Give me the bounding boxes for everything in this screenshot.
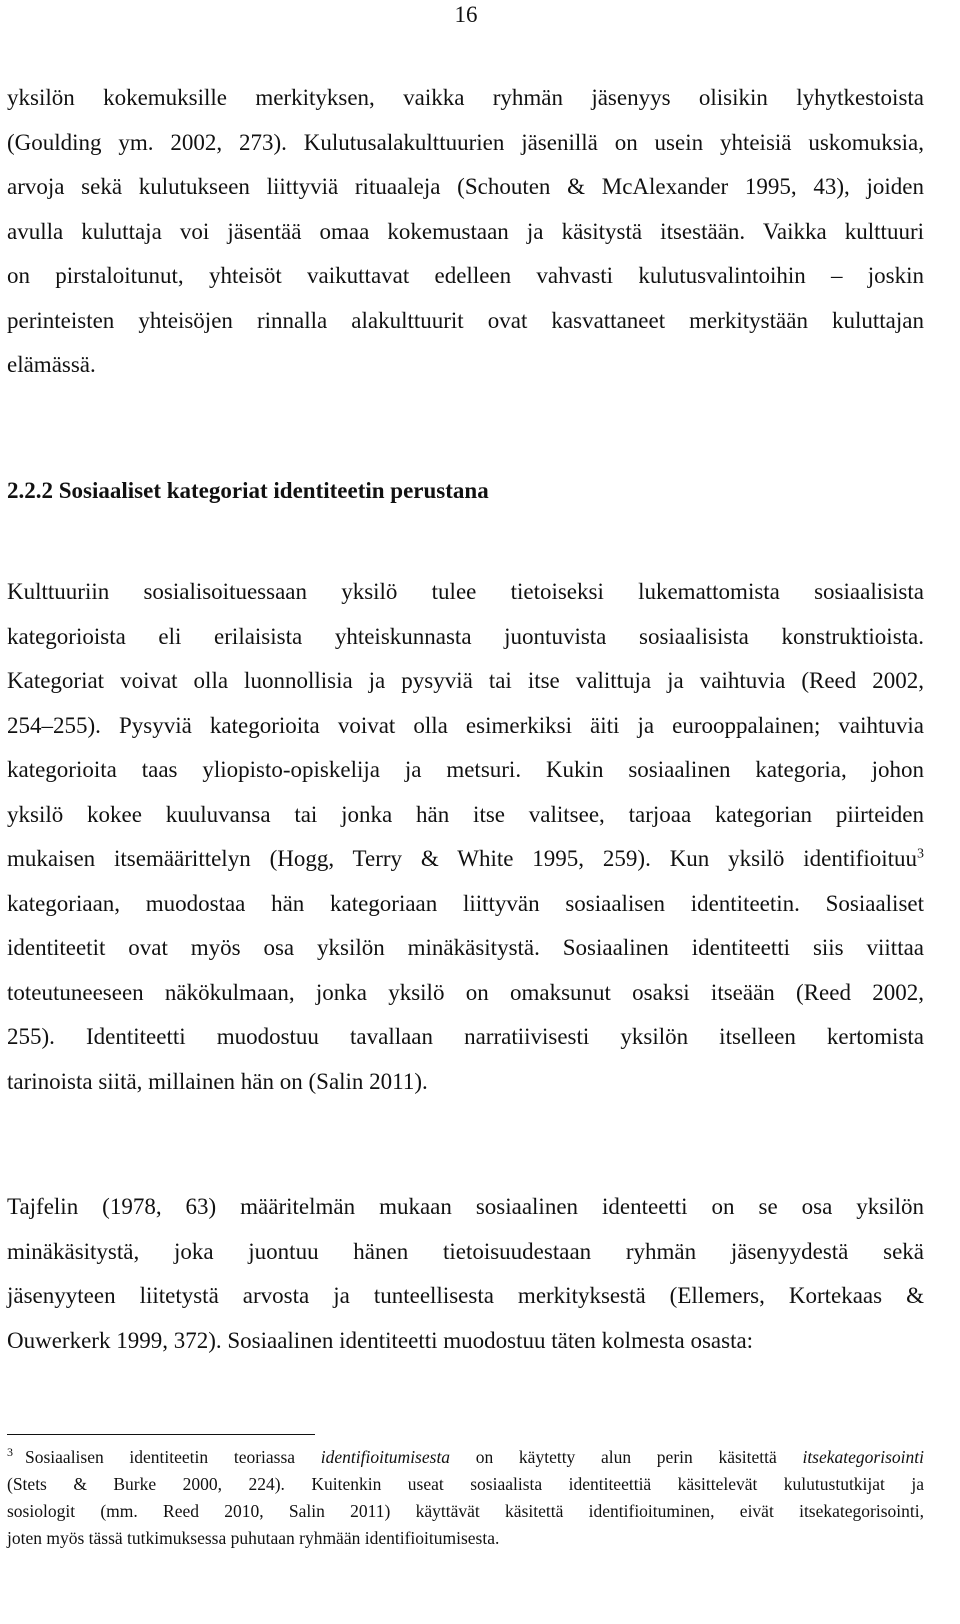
text-line: Ouwerkerk 1999, 372). Sosiaalinen identiteetti muodostuu täten kolmesta osasta: [7, 1327, 754, 1353]
text-line: identiteetit ovat myös osa yksilön minäkäsitystä. Sosiaalinen identiteetti siis viittaa [7, 935, 924, 960]
text-line: yksilö kokee kuuluvansa tai jonka hän itse valitsee, tarjoaa kategorian piirteiden [7, 801, 924, 827]
footnote-number: 3 [7, 1445, 13, 1460]
text-line: jäsenyyteen liitetystä arvosta ja tunteellisesta merkityksestä (Ellemers, Kortekaas & [7, 1283, 924, 1308]
body-paragraph-3 [7, 1185, 924, 1363]
text-line-with-footnote-ref [7, 837, 924, 882]
text-segment: mukaisen itsemäärittelyn (Hogg, Terry & White 1995, 259). Kun yksilö identifioituu [7, 846, 917, 871]
text-line: kategoriaan, muodostaa hän kategoriaan liittyvän sosiaalisen identiteetin. Sosiaaliset [7, 890, 924, 916]
footnote-line [7, 1444, 924, 1471]
text-line: yksilön kokemuksille merkityksen, vaikka ryhmän jäsenyys olisikin lyhytkestoista [7, 85, 924, 110]
text-line: (Goulding ym. 2002, 273). Kulutusalakulttuurien jäsenillä on usein yhteisiä uskomuksia, [7, 129, 924, 155]
text-line: Kategoriat voivat olla luonnollisia ja pysyviä tai itse valittuja ja vaihtuvia (Reed 2002, [7, 668, 924, 693]
footnote-text: on käytetty alun perin käsitettä [475, 1447, 777, 1467]
text-line: toteutuneeseen näkökulmaan, jonka yksilö on omaksunut osaksi itseään (Reed 2002, [7, 979, 924, 1005]
footnote-line: sosiologit (mm. Reed 2010, Salin 2011) käyttävät käsitettä identifioituminen, eivät itsekategorisointi, [7, 1501, 924, 1521]
body-paragraph-2 [7, 570, 924, 1104]
text-line: minäkäsitystä, joka juontuu hänen tietoisuudestaan ryhmän jäsenyydestä sekä [7, 1238, 924, 1264]
text-line: on pirstaloitunut, yhteisöt vaikuttavat edelleen vahvasti kulutusvalintoihin – joskin [7, 263, 924, 288]
footnote-text: Sosiaalisen identiteetin teoriassa [25, 1447, 296, 1467]
footnote [7, 1444, 924, 1552]
footnote-line: (Stets & Burke 2000, 224). Kuitenkin useat sosiaalista identiteettiä käsittelevät kulutustutkijat ja [7, 1474, 924, 1494]
text-line: kategorioita taas yliopisto-opiskelija ja metsuri. Kukin sosiaalinen kategoria, johon [7, 757, 924, 782]
text-line: elämässä. [7, 352, 96, 377]
text-line: avulla kuluttaja voi jäsentää omaa kokemustaan ja käsitystä itsestään. Vaikka kulttuuri [7, 218, 924, 244]
footnote-reference[interactable]: 3 [917, 846, 924, 862]
text-line: tarinoista siitä, millainen hän on (Salin 2011). [7, 1068, 428, 1094]
text-line: arvoja sekä kulutukseen liittyviä rituaaleja (Schouten & McAlexander 1995, 43), joiden [7, 174, 924, 199]
text-line: 254–255). Pysyviä kategorioita voivat olla esimerkiksi äiti ja eurooppalainen; vaihtuvia [7, 712, 924, 738]
text-line: perinteisten yhteisöjen rinnalla alakulttuurit ovat kasvattaneet merkitystään kuluttajan [7, 307, 924, 333]
text-line: 255). Identiteetti muodostuu tavallaan narratiivisesti yksilön itselleen kertomista [7, 1024, 924, 1049]
section-heading: 2.2.2 Sosiaaliset kategoriat identiteetin perustana [7, 478, 489, 503]
footnote-term: itsekategorisointi [802, 1447, 924, 1467]
text-line: Tajfelin (1978, 63) määritelmän mukaan sosiaalinen identeetti on se osa yksilön [7, 1194, 924, 1219]
text-line: Kulttuuriin sosialisoituessaan yksilö tulee tietoiseksi lukemattomista sosiaalisista [7, 579, 924, 604]
footnote-term: identifioitumisesta [320, 1447, 451, 1467]
footnote-line: joten myös tässä tutkimuksessa puhutaan ryhmään identifioitumisesta. [7, 1528, 500, 1548]
body-paragraph-1 [7, 76, 924, 388]
text-line: kategorioista eli erilaisista yhteiskunnasta juontuvista sosiaalisista konstruktioista. [7, 623, 924, 649]
page-number: 16 [454, 2, 478, 27]
footnote-separator [7, 1434, 315, 1435]
